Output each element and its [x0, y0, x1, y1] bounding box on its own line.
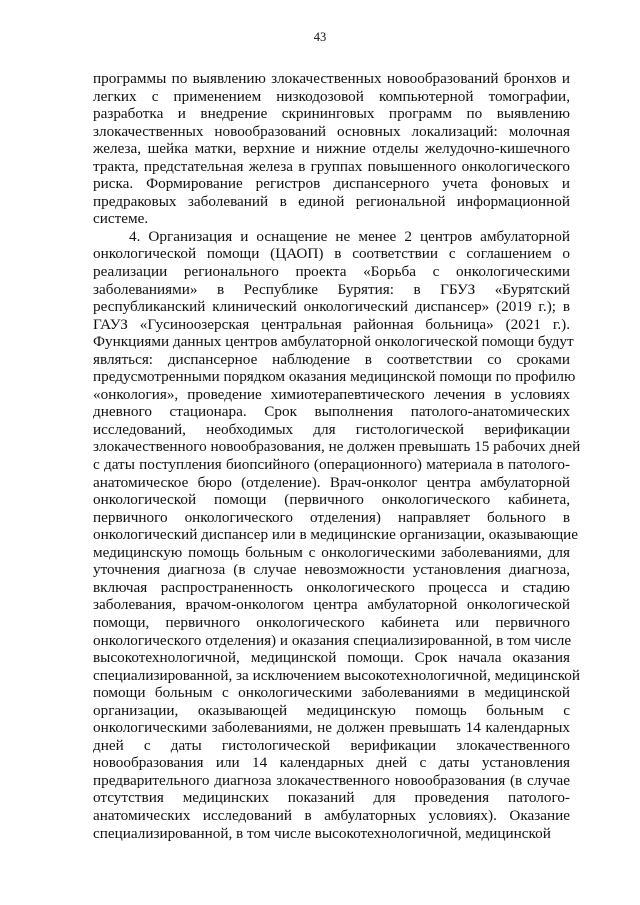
text-line: 4. Организация и оснащение не менее 2 центров амбулаторной: [129, 227, 570, 245]
text-line: железа, шейка матки, верхние и нижние отделы желудочно-кишечного: [93, 140, 570, 158]
document-body: [93, 70, 581, 842]
text-line: отсутствия медицинских показаний для проведения патолого-: [93, 789, 570, 807]
text-line: анатомическое бюро (отделение). Врач-онколог центра амбулаторной: [93, 473, 570, 491]
text-line: программы по выявлению злокачественных новообразований бронхов и: [93, 70, 570, 87]
text-line: реализации регионального проекта «Борьба с онкологическими: [93, 263, 570, 281]
text-line: исследований, необходимых для гистологической верификации: [93, 420, 570, 438]
text-line: помощи больным с онкологическими заболеваниями в медицинской: [93, 684, 570, 702]
text-line: дней с даты гистологической верификации злокачественного: [93, 736, 570, 754]
paragraph-1: [93, 70, 570, 228]
text-line: анатомических исследований в амбулаторных условиях). Оказание: [93, 806, 570, 824]
text-line: уточнения диагноза (в случае невозможности установления диагноза,: [93, 561, 570, 579]
text-line: онкологического отделения) и оказания специализированной, в том числе: [93, 631, 572, 649]
text-line: онкологической помощи (ЦАОП) в соответствии с соглашением о: [93, 245, 570, 263]
text-line: республиканский клинический онкологический диспансер» (2019 г.); в: [93, 298, 570, 316]
text-line: заболевания, врачом-онкологом центра амбулаторной онкологической: [93, 596, 570, 614]
text-line: злокачественного новообразования, не должен превышать 15 рабочих дней: [93, 438, 581, 456]
text-line: включая распространенность онкологического процесса и стадию: [93, 578, 570, 596]
text-line: тракта, предстательная железа в группах повышенного онкологического: [93, 157, 570, 175]
paragraph-2: [93, 227, 581, 842]
text-line: специализированной, в том числе высокотехнологичной, медицинской: [93, 824, 551, 842]
text-line: предварительного диагноза злокачественного новообразования (в случае: [93, 771, 570, 789]
text-line: легких с применением низкодозовой компьютерной томографии,: [93, 87, 570, 105]
text-line: заболеваниями» в Республике Бурятия: в ГБУЗ «Бурятский: [93, 280, 570, 298]
text-line: злокачественных новообразований основных локализаций: молочная: [93, 122, 570, 140]
text-line: «онкология», проведение химиотерапевтического лечения в условиях: [93, 385, 570, 403]
text-line: ГАУЗ «Гусиноозерская центральная районная больница» (2021 г.).: [93, 315, 570, 333]
text-line: являться: диспансерное наблюдение в соответствии со сроками: [93, 350, 570, 368]
text-line: первичного онкологического отделения) направляет больного в: [93, 508, 570, 526]
text-line: с даты поступления биопсийного (операционного) материала в патолого-: [93, 456, 570, 474]
text-line: Функциями данных центров амбулаторной онкологической помощи будут: [93, 333, 574, 351]
text-line: высокотехнологичной, медицинской помощи. Срок начала оказания: [93, 649, 570, 667]
text-line: риска. Формирование регистров диспансерного учета фоновых и: [93, 175, 570, 193]
text-line: медицинскую помощь больным с онкологическими заболеваниями, для: [93, 543, 570, 561]
text-line: организации, оказывающей медицинскую помощь больным с: [93, 701, 570, 719]
text-line: специализированной, за исключением высокотехнологичной, медицинской: [93, 666, 581, 684]
text-line: онкологической помощи (первичного онкологического кабинета,: [93, 491, 570, 509]
text-line: системе.: [93, 210, 149, 228]
text-line: дневного стационара. Срок выполнения патолого-анатомических: [93, 403, 570, 421]
text-line: новообразования или 14 календарных дней с даты установления: [93, 754, 570, 772]
page-number: 43: [313, 30, 327, 44]
text-line: предусмотренными порядком оказания медицинской помощи по профилю: [93, 368, 576, 386]
text-line: помощи, первичного онкологического кабинета или первичного: [93, 613, 570, 631]
text-line: онкологический диспансер или в медицинские организации, оказывающие: [93, 526, 579, 544]
text-line: разработка и внедрение скрининговых программ по выявлению: [93, 105, 570, 123]
text-line: онкологическими заболеваниями, не должен превышать 14 календарных: [93, 719, 570, 737]
text-line: предраковых заболеваний в единой региональной информационной: [93, 192, 570, 210]
